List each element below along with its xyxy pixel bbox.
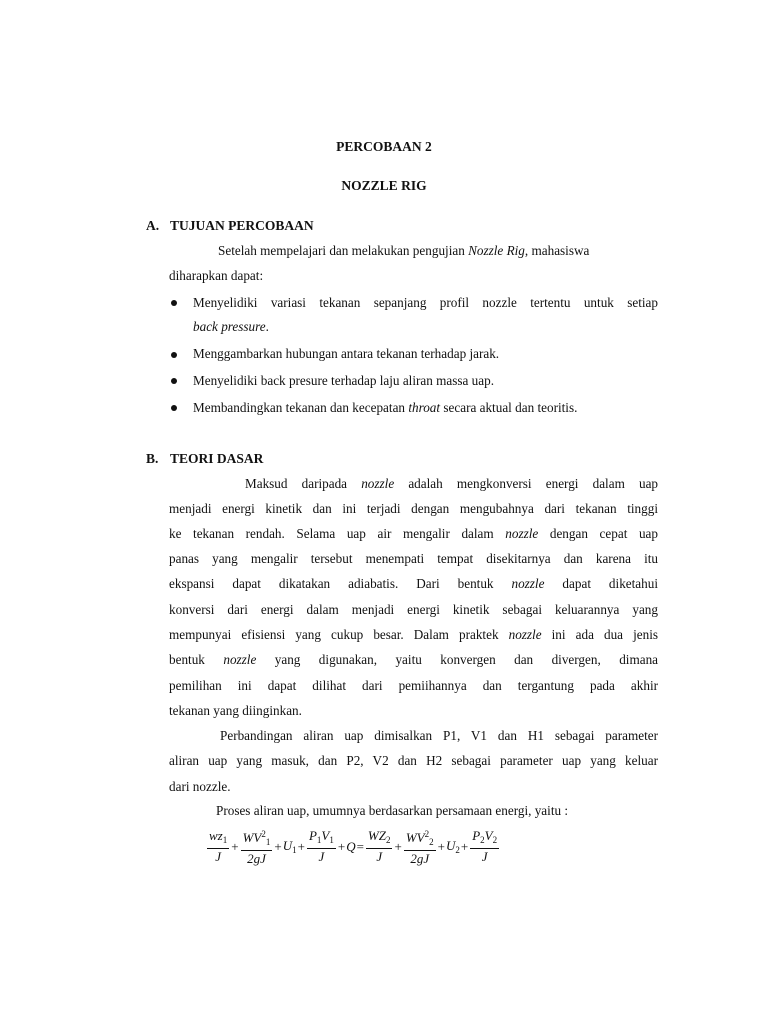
denominator: J (376, 849, 383, 864)
numerator (241, 826, 273, 851)
page-subtitle: NOZZLE RIG (341, 178, 427, 193)
numerator (404, 826, 436, 851)
section-b-letter: B. (146, 451, 159, 466)
paragraph-3: Proses aliran uap, umumnya berdasarkan persamaan energi, yaitu : (216, 803, 569, 818)
var: V (484, 828, 493, 843)
paragraph-1-line-8 (169, 652, 658, 668)
emphasis-nozzle: nozzle (223, 652, 257, 667)
subscript: 1 (329, 835, 334, 845)
emphasis-throat: throat (408, 400, 441, 415)
subscript: 1 (222, 835, 228, 845)
text-span: secara aktual dan teoritis. (443, 400, 578, 415)
section-a-intro-line-2: diharapkan dapat: (169, 268, 264, 283)
paragraph-2-line-3: dari nozzle. (169, 779, 231, 794)
bullet-3: Menyelidiki back presure terhadap laju aliran massa uap. (193, 373, 495, 388)
plus-sign: + (231, 838, 239, 854)
text-span: mempunyai efisiensi yang cukup besar. Dalam praktek (169, 627, 499, 642)
var: U (445, 838, 456, 853)
plus-sign: + (337, 838, 346, 854)
plus-sign: + (460, 838, 469, 854)
text-span: ekspansi dapat dikatakan adiabatis. Dari bentuk (169, 576, 494, 591)
energy-equation (206, 826, 500, 870)
plus-sign: + (394, 838, 402, 854)
paragraph-2-line-2: aliran uap yang masuk, dan P2, V2 dan H2 sebagai parameter uap yang keluar (169, 753, 658, 768)
superscript: 2 (424, 829, 430, 839)
paragraph-1-line-5 (169, 576, 658, 592)
subscript: 1 (265, 837, 271, 847)
paragraph-1-line-10: tekanan yang diinginkan. (169, 703, 302, 718)
text-span: , mahasiswa (524, 243, 590, 258)
text-span: . (265, 319, 269, 334)
section-b-heading: TEORI DASAR (170, 451, 264, 466)
fraction-wz2-over-j (366, 828, 393, 865)
text-span: Setelah mempelajari dan melakukan pengujian (218, 243, 465, 258)
paragraph-2-line-1: Perbandingan aliran uap dimisalkan P1, V1 dan H1 sebagai parameter (220, 728, 658, 743)
denominator: J (481, 849, 488, 864)
fraction-wz1-over-j (207, 828, 229, 865)
plus-sign: + (297, 838, 305, 854)
paragraph-1-line-1 (245, 476, 658, 492)
denominator: J (215, 849, 221, 864)
numerator (470, 828, 499, 849)
emphasis-nozzle: nozzle (505, 526, 539, 541)
paragraph-1-line-4: panas yang mengalir tersebut menempati tempat disekitarnya dan karena itu (169, 551, 658, 566)
subscript: 2 (492, 835, 498, 845)
var: P (308, 828, 317, 843)
bullet-dot (171, 352, 177, 358)
var: wz (209, 828, 223, 843)
text-span: dengan cepat uap (549, 526, 658, 541)
text-span: Membandingkan tekanan dan kecepatan (193, 400, 406, 415)
page-title: PERCOBAAN 2 (336, 139, 432, 154)
subscript: 1 (316, 835, 322, 845)
bullet-1-line-2 (193, 319, 658, 335)
text-span: adalah mengkonversi energi dalam uap (408, 476, 659, 491)
emphasis-nozzle-rig: Nozzle Rig (468, 243, 525, 258)
numerator (207, 828, 229, 849)
bullet-dot (171, 378, 177, 384)
var: WV (242, 830, 262, 845)
var: P (472, 828, 481, 843)
paragraph-1-line-2: menjadi energi kinetik dan ini terjadi dengan mengubahnya dari tekanan tinggi (169, 501, 658, 516)
fraction-wv2-over-2gj (404, 826, 436, 867)
emphasis-nozzle: nozzle (508, 627, 542, 642)
bullet-dot (171, 300, 177, 306)
emphasis-nozzle: nozzle (361, 476, 395, 491)
plus-sign: + (437, 838, 445, 854)
subscript: 2 (480, 835, 485, 845)
bullet-1-line-1: Menyelidiki variasi tekanan sepanjang profil nozzle tertentu untuk setiap (193, 295, 658, 310)
term-u1 (283, 838, 297, 855)
term-u2 (446, 838, 460, 855)
emphasis-back-pressure: back pressure (193, 319, 266, 334)
term-q: Q (346, 838, 356, 854)
equals-sign: = (356, 838, 364, 854)
numerator (307, 828, 336, 849)
paragraph-1-line-6: konversi dari energi dalam menjadi energi kinetik sebagai keluarannya yang (169, 602, 658, 617)
fraction-p1v1-over-j (307, 828, 336, 865)
bullet-dot (171, 405, 177, 411)
subscript: 1 (292, 845, 297, 855)
text-span: yang digunakan, yaitu konvergen dan divergen, dimana (274, 652, 659, 667)
paragraph-1-line-7 (169, 627, 658, 643)
section-a-intro-line-1 (218, 243, 589, 259)
fraction-wv1-over-2gj (241, 826, 273, 867)
var: U (282, 838, 293, 853)
var: V (321, 828, 330, 843)
var: WZ (367, 828, 386, 843)
subscript: 2 (429, 837, 434, 847)
text-span: Maksud daripada (245, 476, 348, 491)
denominator: 2gJ (247, 851, 266, 866)
subscript: 2 (385, 835, 391, 845)
text-span: ini ada dua jenis (551, 627, 658, 642)
denominator: 2gJ (410, 851, 430, 866)
emphasis-nozzle: nozzle (511, 576, 545, 591)
paragraph-1-line-9: pemilihan ini dapat dilihat dari pemiihannya dan tergantung pada akhir (169, 678, 658, 693)
superscript: 2 (261, 829, 266, 839)
var: WV (405, 830, 425, 845)
subscript: 2 (455, 845, 460, 855)
text-span: bentuk (169, 652, 205, 667)
bullet-2: Menggambarkan hubungan antara tekanan terhadap jarak. (193, 346, 500, 361)
denominator: J (318, 849, 325, 864)
numerator (366, 828, 393, 849)
bullet-4 (193, 400, 658, 416)
paragraph-1-line-3 (169, 526, 658, 542)
text-span: ke tekanan rendah. Selama uap air mengalir dalam (169, 526, 494, 541)
fraction-p2v2-over-j (470, 828, 499, 865)
text-span: dapat diketahui (562, 576, 659, 591)
section-a-heading: TUJUAN PERCOBAAN (170, 218, 314, 233)
section-a-letter: A. (146, 218, 160, 233)
plus-sign: + (274, 838, 282, 854)
